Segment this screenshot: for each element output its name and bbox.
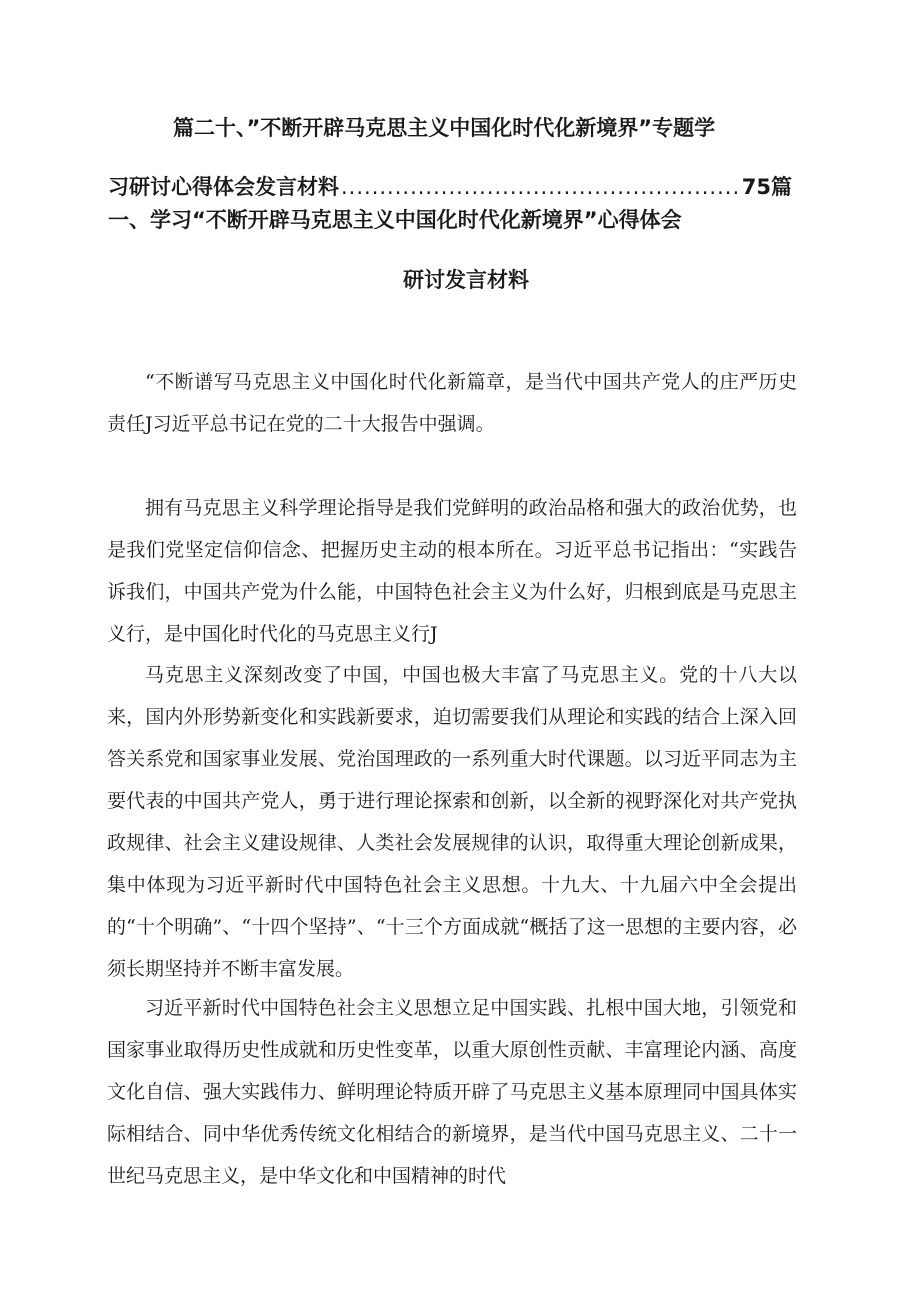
body-paragraph-3: 马克思主义深刻改变了中国，中国也极大丰富了马克思主义。党的十八大以来，国内外形势新变化和实践新要求，迫切需要我们从理论和实践的结合上深入回答关系党和国家事业发展、党治国理政的一系列重大时代课题。以习近平同志为主要代表的中国共产党人，勇于进行理论探索和创新，以全新的视野深化对共产党执政规律、社会主义建设规律、人类社会发展规律的认识，取得重大理论创新成果，集中体现为习近平新时代中国特色社会主义思想。十九大、十九届六中全会提出的“十个明确”、“十四个坚持”、“十三个方面成就“概括了这一思想的主要内容，必须长期坚持并不断丰富发展。	[107, 664, 797, 980]
toc-entry-title: 习研讨心得体会发言材料	[108, 175, 339, 199]
body-paragraph-1: “不断谱写马克思主义中国化时代化新篇章，是当代中国共产党人的庄严历史责任J习近平总书记在党的二十大报告中强调。	[107, 371, 797, 435]
body-paragraph-4: 习近平新时代中国特色社会主义思想立足中国实践、扎根中国大地，引领党和国家事业取得历史性成就和历史性变革，以重大原创性贡献、丰富理论内涵、高度文化自信、强大实践伟力、鲜明理论特质开辟了马克思主义基本原理同中国具体实际相结合、同中华优秀传统文化相结合的新境界，是当代中国马克思主义、二十一世纪马克思主义，是中华文化和中国精神的时代	[107, 997, 797, 1187]
section-heading-line-2: 研讨发言材料	[403, 268, 529, 292]
toc-page-number: 75篇	[741, 175, 792, 199]
body-paragraph-2: 拥有马克思主义科学理论指导是我们党鲜明的政治品格和强大的政治优势，也是我们党坚定信仰信念、把握历史主动的根本所在。习近平总书记指出：“实践告诉我们，中国共产党为什么能，中国特色社会主义为什么好，归根到底是马克思主义行，是中国化时代化的马克思主义行J	[107, 497, 797, 645]
toc-dot-leader	[341, 175, 740, 199]
toc-entry-line-1: 篇二十、”不断开辟马克思主义中国化时代化新境界”专题学	[173, 116, 716, 140]
section-heading-line-1: 一、学习“不断开辟马克思主义中国化时代化新境界”心得体会	[108, 208, 682, 232]
toc-entry-line-2	[108, 171, 792, 201]
